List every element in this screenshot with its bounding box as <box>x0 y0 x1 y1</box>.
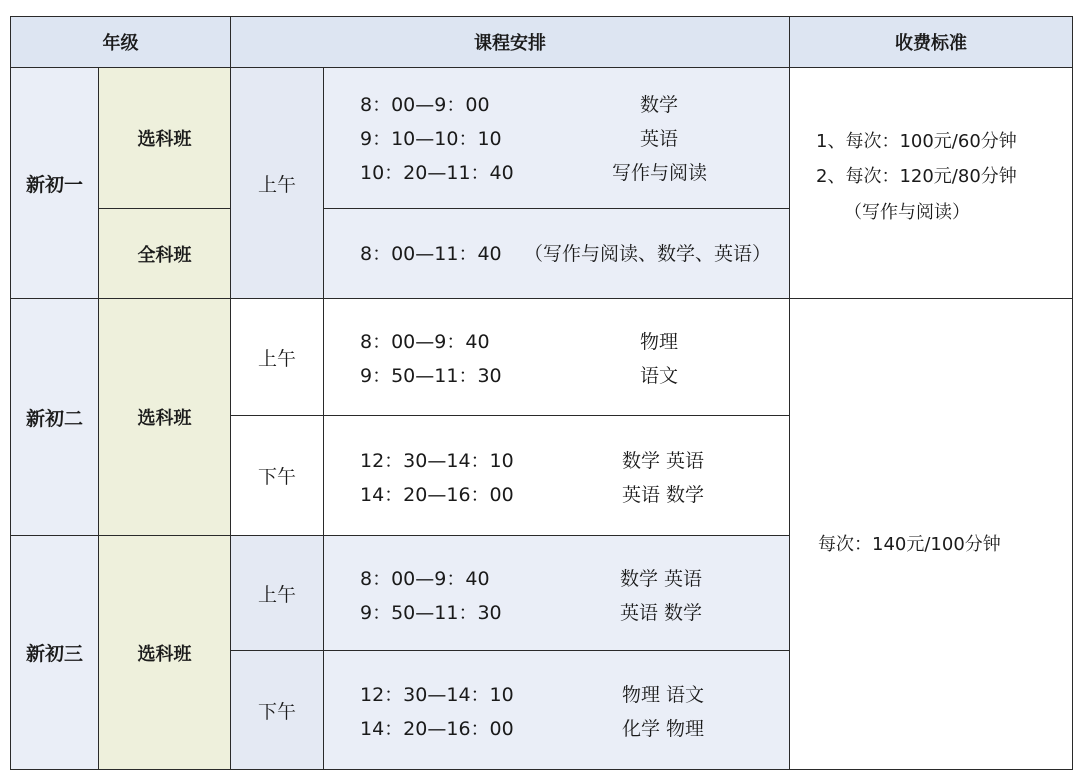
time-slot: 8：00—9：40 <box>360 568 490 590</box>
period-label-g3-am: 上午 <box>230 535 324 651</box>
schedule-block-g2-pm <box>323 415 790 536</box>
grade-label-g2: 新初二 <box>10 298 99 536</box>
fee-block-g2-g3 <box>789 298 1073 770</box>
subject-label: 数学 英语 <box>622 450 705 472</box>
time-slot: 12：30—14：10 <box>360 684 514 706</box>
fee-line: 2、每次：120元/80分钟 <box>816 166 1017 187</box>
subject-label: （写作与阅读、数学、英语） <box>524 243 772 265</box>
time-slot: 14：20—16：00 <box>360 718 514 740</box>
time-slot: 8：00—9：00 <box>360 94 490 116</box>
time-slot: 12：30—14：10 <box>360 450 514 472</box>
time-slot: 9：10—10：10 <box>360 128 502 150</box>
schedule-block-g1-full <box>323 208 790 299</box>
schedule-block-g1-selective <box>323 67 790 209</box>
class-label-g3-selective: 选科班 <box>98 535 231 770</box>
header-grade: 年级 <box>10 16 231 68</box>
fee-note: （写作与阅读） <box>844 202 970 223</box>
schedule-block-g3-pm <box>323 650 790 770</box>
subject-label: 化学 物理 <box>622 718 705 740</box>
header-schedule: 课程安排 <box>230 16 790 68</box>
subject-label: 英语 <box>640 128 679 150</box>
fee-line: 每次：140元/100分钟 <box>818 534 1001 555</box>
schedule-block-g3-am <box>323 535 790 651</box>
time-slot: 8：00—9：40 <box>360 331 490 353</box>
subject-label: 物理 <box>640 331 679 353</box>
schedule-table <box>10 16 1073 770</box>
class-label-g1-full: 全科班 <box>98 208 231 299</box>
time-slot: 14：20—16：00 <box>360 484 514 506</box>
time-slot: 9：50—11：30 <box>360 365 502 387</box>
fee-line: 1、每次：100元/60分钟 <box>816 131 1017 152</box>
subject-label: 语文 <box>640 365 679 387</box>
schedule-block-g2-am <box>323 298 790 416</box>
time-slot: 8：00—11：40 <box>360 243 502 265</box>
header-fee: 收费标准 <box>789 16 1073 68</box>
time-slot: 9：50—11：30 <box>360 602 502 624</box>
subject-label: 英语 数学 <box>622 484 705 506</box>
time-slot: 10：20—11：40 <box>360 162 514 184</box>
subject-label: 物理 语文 <box>622 684 705 706</box>
class-label-g2-selective: 选科班 <box>98 298 231 536</box>
period-label-g1-am: 上午 <box>230 67 324 299</box>
class-label-g1-selective: 选科班 <box>98 67 231 209</box>
period-label-g2-am: 上午 <box>230 298 324 416</box>
subject-label: 英语 数学 <box>620 602 703 624</box>
subject-label: 写作与阅读 <box>612 162 708 184</box>
subject-label: 数学 英语 <box>620 568 703 590</box>
grade-label-g1: 新初一 <box>10 67 99 299</box>
grade-label-g3: 新初三 <box>10 535 99 770</box>
period-label-g3-pm: 下午 <box>230 650 324 770</box>
fee-block-g1 <box>789 67 1073 299</box>
subject-label: 数学 <box>640 94 679 116</box>
period-label-g2-pm: 下午 <box>230 415 324 536</box>
